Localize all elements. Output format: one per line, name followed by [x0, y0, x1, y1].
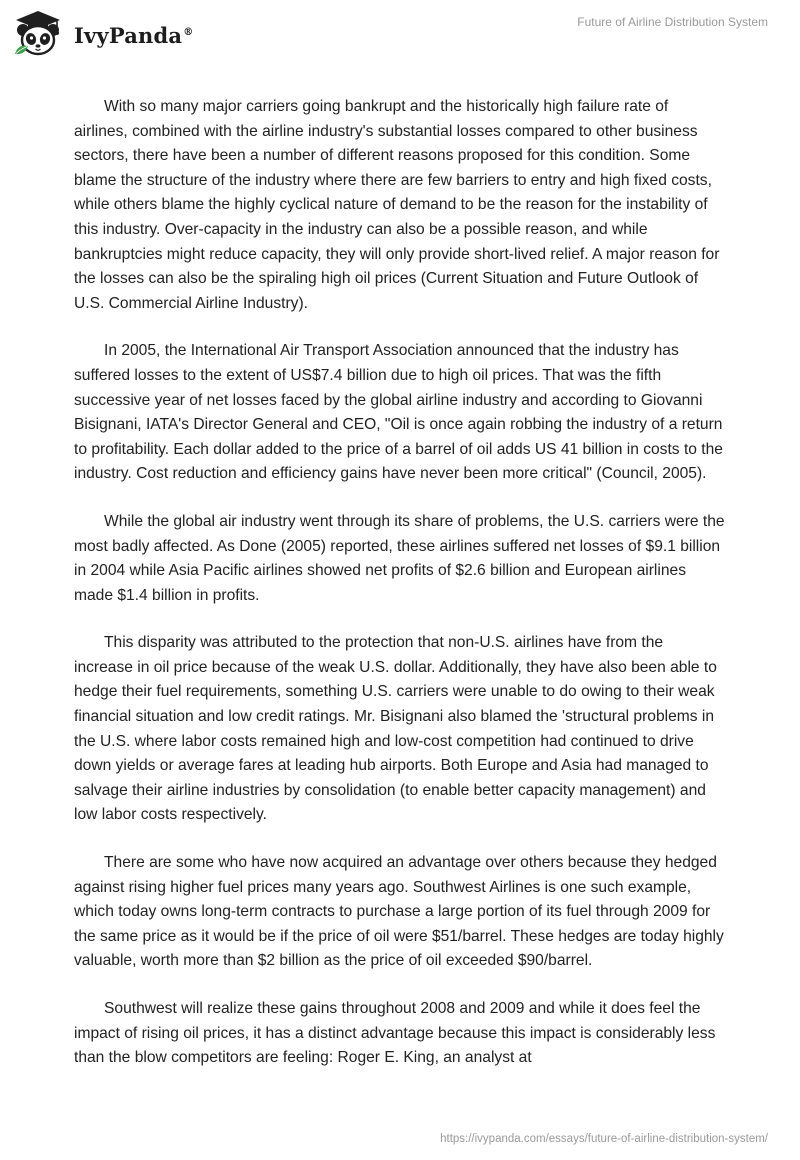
paragraph: There are some who have now acquired an advantage over others because they hedged against rising higher fuel prices many years ago. Southwest Airlines is one such example, which today owns long-term contracts to purchase a large portion of its fuel through 2009 for the same price as it would be if the price of oil were $51/barrel. These hedges are today highly valuable, worth more than $2 billion as the price of oil exceeded $90/barrel. [74, 854, 724, 970]
paragraph: Southwest will realize these gains throughout 2008 and 2009 and while it does feel the impact of rising oil prices, it has a distinct advantage because this impact is considerably less than the blow competitors are feeling: Roger E. King, an analyst at [74, 1000, 716, 1067]
paragraph: This disparity was attributed to the protection that non-U.S. airlines have from the increase in oil price because of the weak U.S. dollar. Additionally, they have also been able to hedge their fuel requirements, something U.S. carriers were unable to do owing to their weak financial situation and low credit ratings. Mr. Bisignani also blamed the 'structural problems in the U.S. where labor costs remained high and low-cost competition had continued to drive down yields or average fares at leading hub airports. Both Europe and Asia had managed to salvage their airline industries by consolidation (to enable better capacity management) and low labor costs respectively. [74, 634, 717, 824]
paragraph: With so many major carriers going bankrupt and the historically high failure rate of airlines, combined with the airline industry's substantial losses compared to other business sectors, there have been a number of different reasons proposed for this condition. Some blame the structure of the industry where there are few barriers to entry and high fixed costs, while others blame the highly cyclical nature of demand to be the reason for the instability of this industry. Over-capacity in the industry can also be a possible reason, and while bankruptcies might reduce capacity, they will only provide short-lived relief. A major reason for the losses can also be the spiraling high oil prices (Current Situation and Future Outlook of U.S. Commercial Airline Industry). [74, 98, 720, 312]
paragraph: While the global air industry went through its share of problems, the U.S. carriers were the most badly affected. As Done (2005) reported, these airlines suffered net losses of $9.1 billion in 2004 while Asia Pacific airlines showed net profits of $2.6 billion and European airlines made $1.4 billion in profits. [74, 512, 725, 604]
registered-mark: ® [183, 26, 194, 38]
brand-name: IvyPanda® [74, 22, 194, 48]
source-url-link[interactable]: https://ivypanda.com/essays/future-of-airline-distribution-system/ [440, 1133, 768, 1145]
document-title: Future of Airline Distribution System [577, 15, 768, 29]
paragraph: In 2005, the International Air Transport Association announced that the industry has suffered losses to the extent of US$7.4 billion due to high oil prices. That was the fifth successive year of net losses faced by the global airline industry and according to Giovanni Bisignani, IATA's Director General and CEO, "Oil is once again robbing the industry of a return to profitability. Each dollar added to the price of a barrel of oil adds US 41 billion in costs to the industry. Cost reduction and efficiency gains have never been more critical" (Council, 2005). [74, 342, 723, 483]
page-header [0, 0, 800, 72]
panda-graduate-icon [12, 8, 64, 60]
ivypanda-logo[interactable] [12, 8, 193, 60]
essay-body [74, 95, 726, 1094]
